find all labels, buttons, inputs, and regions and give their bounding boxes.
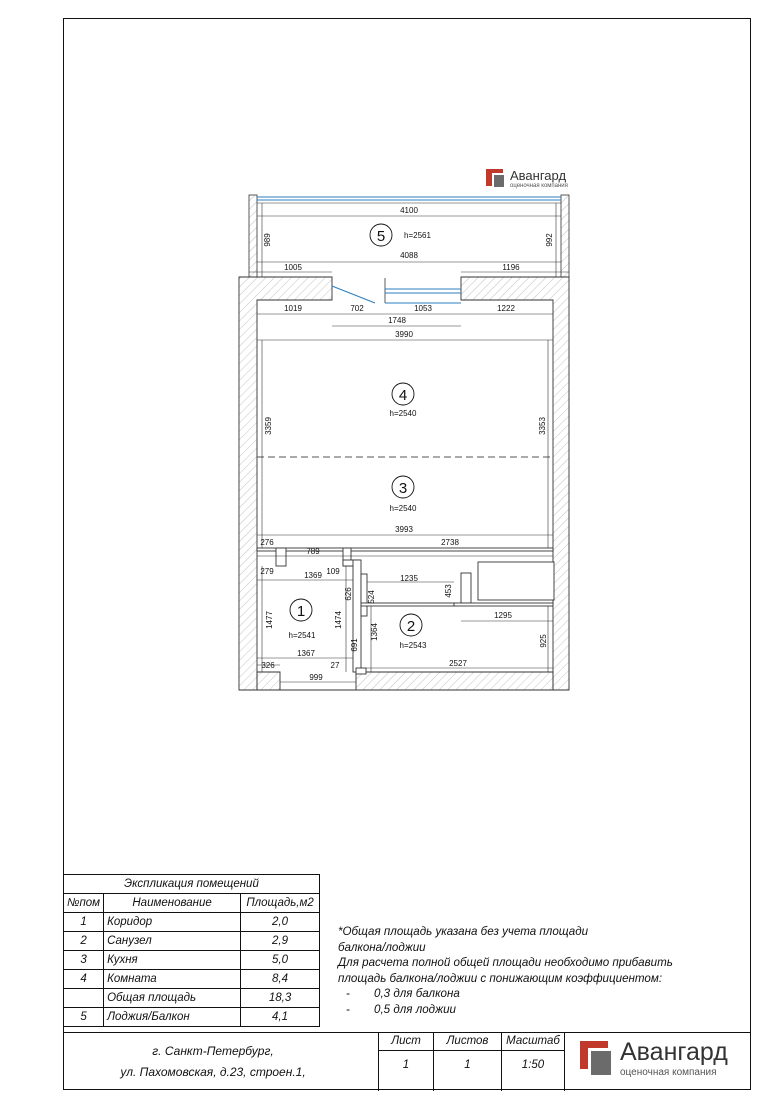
dim-label: 3993	[395, 525, 413, 534]
dim-label: 1748	[388, 316, 406, 325]
dim-label: 999	[309, 673, 323, 682]
row-area: 8,4	[241, 970, 320, 989]
note-line: Для расчета полной общей площади необходимо прибавить	[338, 956, 673, 969]
room-height-1: h=2541	[288, 631, 316, 640]
table-row	[64, 989, 320, 1008]
sheet-label: Лист	[379, 1033, 433, 1051]
address	[63, 1041, 363, 1083]
scale-value: 1:50	[521, 1059, 545, 1071]
room-number-3: 3	[398, 480, 408, 497]
dim-label: 453	[444, 584, 453, 598]
dim-label: 925	[539, 634, 548, 648]
row-num: 3	[64, 951, 104, 970]
dim-label: 1367	[297, 649, 315, 658]
room-number-1: 1	[296, 603, 306, 620]
dim-label: 524	[367, 590, 376, 604]
row-num: 1	[64, 913, 104, 932]
address-line: ул. Пахомовская, д.23, строен.1,	[120, 1065, 306, 1079]
dim-label: 27	[330, 661, 340, 670]
row-num: 5	[64, 1008, 104, 1027]
row-area: 2,0	[241, 913, 320, 932]
room-number-5: 5	[376, 228, 386, 245]
explication-header-row	[64, 894, 320, 913]
table-row	[64, 913, 320, 932]
dim-label: 2738	[441, 538, 459, 547]
row-area: 2,9	[241, 932, 320, 951]
header-num: №пом	[64, 894, 104, 913]
explication-table	[63, 874, 320, 1027]
logo-bottom	[580, 1040, 728, 1078]
note-dash: -	[346, 987, 350, 1000]
room-height-4: h=2540	[389, 409, 417, 418]
note-line: *Общая площадь указана без учета площади	[338, 925, 589, 938]
dim-label: 3990	[395, 330, 413, 339]
dim-label: 4088	[400, 251, 418, 260]
sheets-label: Листов	[434, 1033, 501, 1051]
dim-label: 1364	[370, 623, 379, 641]
header-name: Наименование	[104, 894, 241, 913]
room-number-4: 4	[398, 387, 408, 404]
top-openings	[332, 278, 461, 303]
dim-label: 1369	[304, 571, 322, 580]
logo-mark-icon	[580, 1041, 614, 1077]
note-item-text: 0,5 для лоджии	[374, 1002, 456, 1016]
note-line: балкона/лоджии	[338, 940, 426, 954]
dim-label: 1019	[284, 304, 302, 313]
row-num: 4	[64, 970, 104, 989]
logo-subtitle: оценочная компания	[620, 1067, 717, 1078]
table-row	[64, 932, 320, 951]
dim-label: 2527	[449, 659, 467, 668]
dim-label: 109	[326, 567, 340, 576]
row-name: Общая площадь	[104, 989, 241, 1008]
sheet-value: 1	[402, 1059, 410, 1071]
dim-label: 3353	[538, 417, 547, 435]
logo-brand: Авангард	[510, 168, 567, 183]
logo-brand: Авангард	[620, 1038, 728, 1066]
note-item	[338, 1002, 743, 1018]
table-row	[64, 970, 320, 989]
dim-label: 1196	[502, 263, 520, 272]
note-item	[338, 986, 743, 1002]
scale-label: Масштаб	[502, 1033, 564, 1051]
dim-label: 1295	[494, 611, 512, 620]
scale-cell	[501, 1033, 565, 1091]
area-note	[338, 924, 743, 1017]
dim-label: 1477	[265, 611, 274, 629]
dim-label: 691	[350, 638, 359, 652]
row-area: 4,1	[241, 1008, 320, 1027]
dim-label: 1005	[284, 263, 302, 272]
row-area: 5,0	[241, 951, 320, 970]
dim-label: 992	[545, 233, 554, 247]
dim-label: 789	[306, 547, 320, 556]
room-number-2: 2	[406, 618, 416, 635]
row-name: Кухня	[104, 951, 241, 970]
dim-label: 1222	[497, 304, 515, 313]
dim-label: 326	[261, 661, 275, 670]
row-name: Коридор	[104, 913, 241, 932]
room-height-2: h=2543	[399, 641, 427, 650]
note-dash: -	[346, 1002, 350, 1016]
note-item-text: 0,3 для балкона	[374, 987, 460, 1000]
sheets-cell	[433, 1033, 501, 1091]
row-name: Санузел	[104, 932, 241, 951]
dim-label: 1235	[400, 574, 418, 583]
dim-label: 3359	[264, 417, 273, 435]
row-area: 18,3	[241, 989, 320, 1008]
header-area: Площадь,м2	[241, 894, 320, 913]
row-name: Лоджия/Балкон	[104, 1008, 241, 1027]
table-row	[64, 1008, 320, 1027]
dim-label: 279	[260, 567, 274, 576]
note-line: площадь балкона/лоджии с понижающим коэффициентом:	[338, 971, 663, 985]
dim-label: 1053	[414, 304, 432, 313]
row-name: Комната	[104, 970, 241, 989]
table-row	[64, 951, 320, 970]
explication-title: Экспликация помещений	[64, 875, 320, 894]
sheets-value: 1	[464, 1059, 471, 1071]
row-num: 2	[64, 932, 104, 951]
dim-label: 626	[344, 587, 353, 601]
row-num	[64, 989, 104, 1008]
room-height-5: h=2561	[404, 231, 431, 240]
sheet-cell	[378, 1033, 433, 1091]
dim-label: 1474	[334, 611, 343, 629]
dim-label: 276	[260, 538, 274, 547]
dim-label: 702	[350, 304, 364, 313]
logo-subtitle: оценочная компания	[510, 183, 568, 189]
room-height-3: h=2540	[389, 504, 417, 513]
dim-label: 989	[263, 233, 272, 247]
address-line: г. Санкт-Петербург,	[152, 1044, 274, 1058]
dim-label: 4100	[400, 206, 418, 215]
